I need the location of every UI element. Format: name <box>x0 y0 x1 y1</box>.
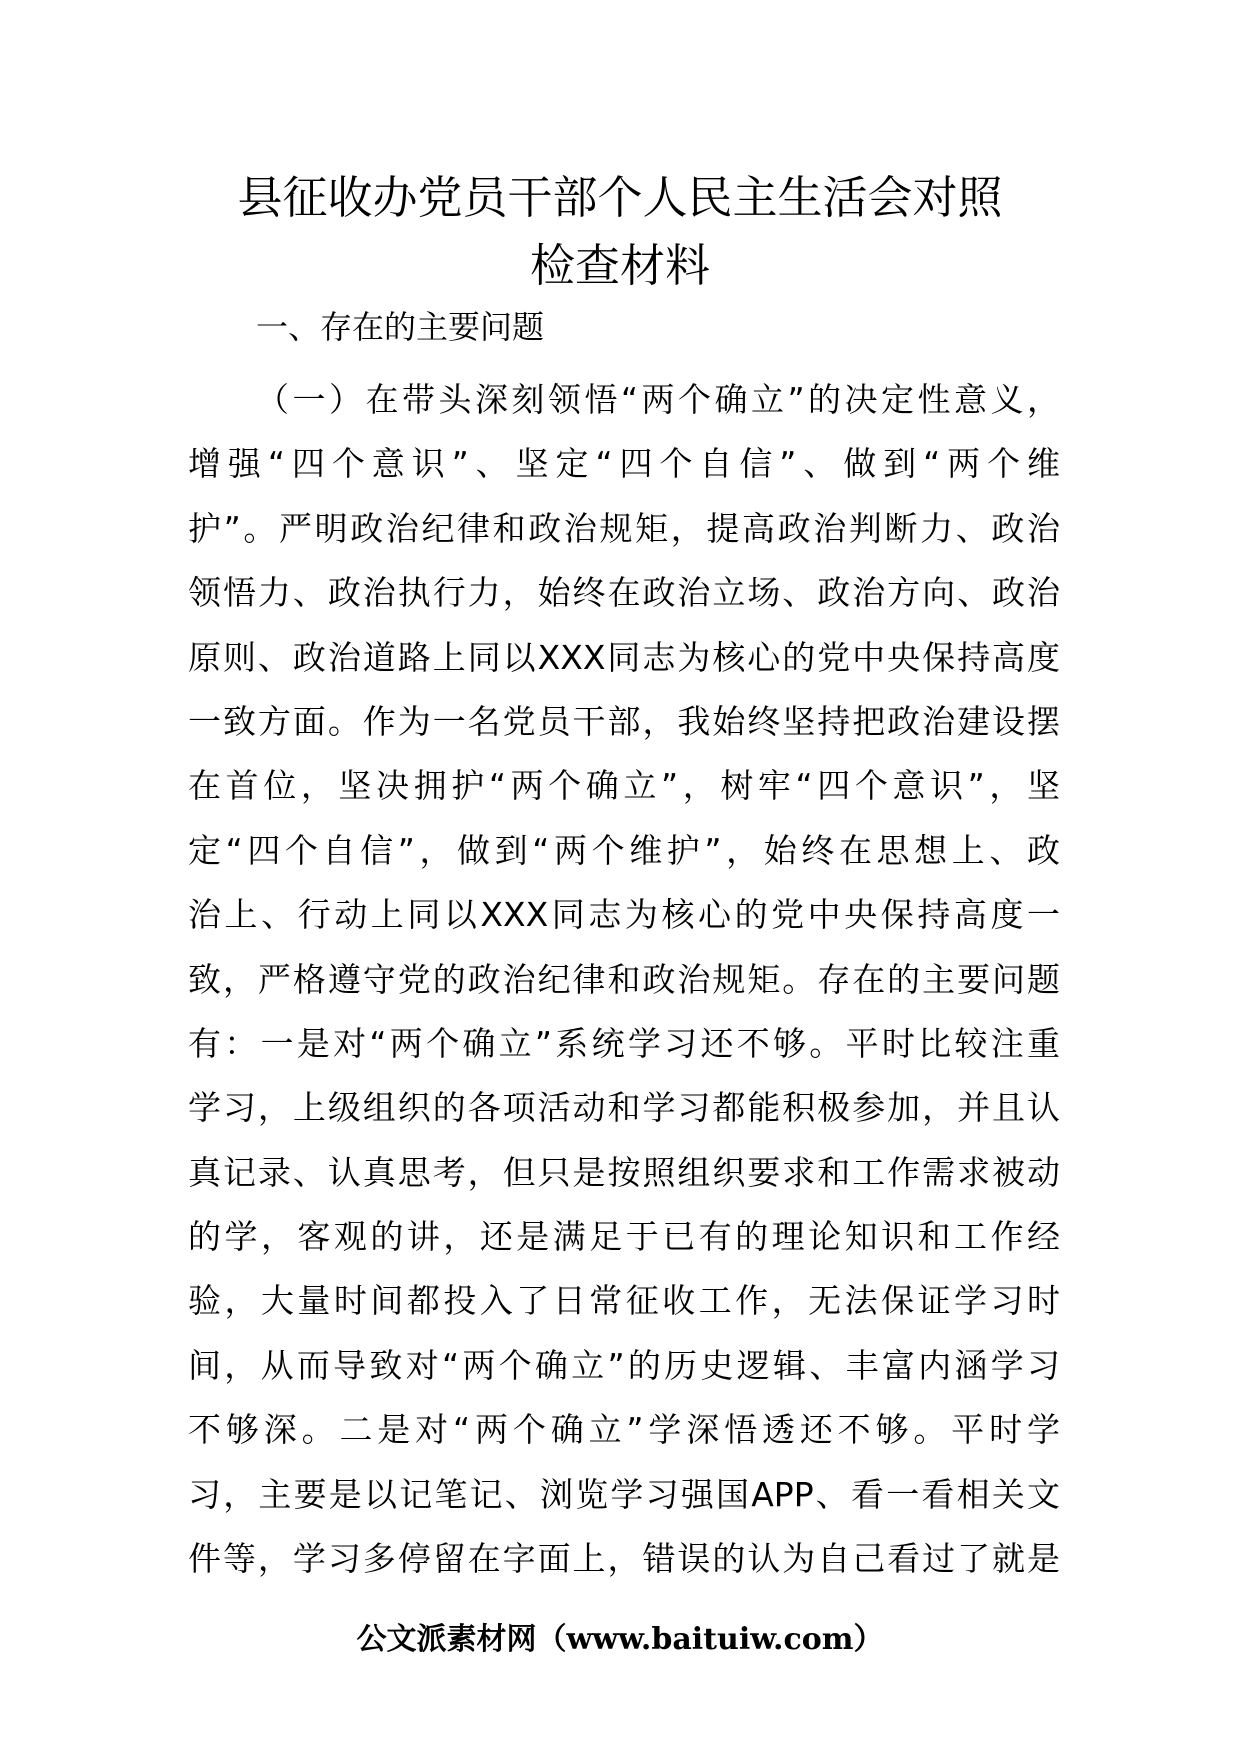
body-line: 真记录、认真思考，但只是按照组织要求和工作需求被动 <box>188 1152 1060 1192</box>
body-paragraph <box>188 368 1060 1591</box>
body-line: 间，从而导致对“两个确立”的历史逻辑、丰富内涵学习 <box>188 1345 1060 1385</box>
body-line: 增强“四个意识”、坚定“四个自信”、做到“两个维 <box>188 444 1060 484</box>
body-line: 件等，学习多停留在字面上，错误的认为自己看过了就是 <box>188 1539 1060 1579</box>
body-line: 验，大量时间都投入了日常征收工作，无法保证学习时 <box>188 1281 1060 1321</box>
body-line: 习，主要是以记笔记、浏览学习强国APP、看一看相关文 <box>188 1474 1060 1514</box>
section-heading: 一、存在的主要问题 <box>256 308 545 346</box>
body-line: 一致方面。作为一名党员干部，我始终坚持把政治建设摆 <box>188 701 1060 741</box>
body-line: 治上、行动上同以XXX同志为核心的党中央保持高度一 <box>188 895 1060 935</box>
body-line: 原则、政治道路上同以XXX同志为核心的党中央保持高度 <box>188 637 1060 677</box>
document-title-line-1: 县征收办党员干部个人民主生活会对照 <box>237 171 1003 224</box>
body-line: 致，严格遵守党的政治纪律和政治规矩。存在的主要问题 <box>188 959 1060 999</box>
document-title-line-2: 检查材料 <box>529 239 710 292</box>
body-line: 学习，上级组织的各项活动和学习都能积极参加，并且认 <box>188 1088 1060 1128</box>
body-line: 不够深。二是对“两个确立”学深悟透还不够。平时学 <box>188 1410 1060 1450</box>
body-line: 领悟力、政治执行力，始终在政治立场、政治方向、政治 <box>188 573 1060 613</box>
body-line: 定“四个自信”，做到“两个维护”，始终在思想上、政 <box>188 830 1060 870</box>
footer-watermark: 公文派素材网（www.baituiw.com） <box>356 1622 884 1657</box>
body-line: 的学，客观的讲，还是满足于已有的理论知识和工作经 <box>188 1217 1060 1257</box>
body-line: 护”。严明政治纪律和政治规矩，提高政治判断力、政治 <box>188 508 1060 548</box>
body-line: （一）在带头深刻领悟“两个确立”的决定性意义， <box>256 380 1060 419</box>
body-line: 在首位，坚决拥护“两个确立”，树牢“四个意识”，坚 <box>188 766 1060 806</box>
body-line: 有：一是对“两个确立”系统学习还不够。平时比较注重 <box>188 1023 1060 1063</box>
